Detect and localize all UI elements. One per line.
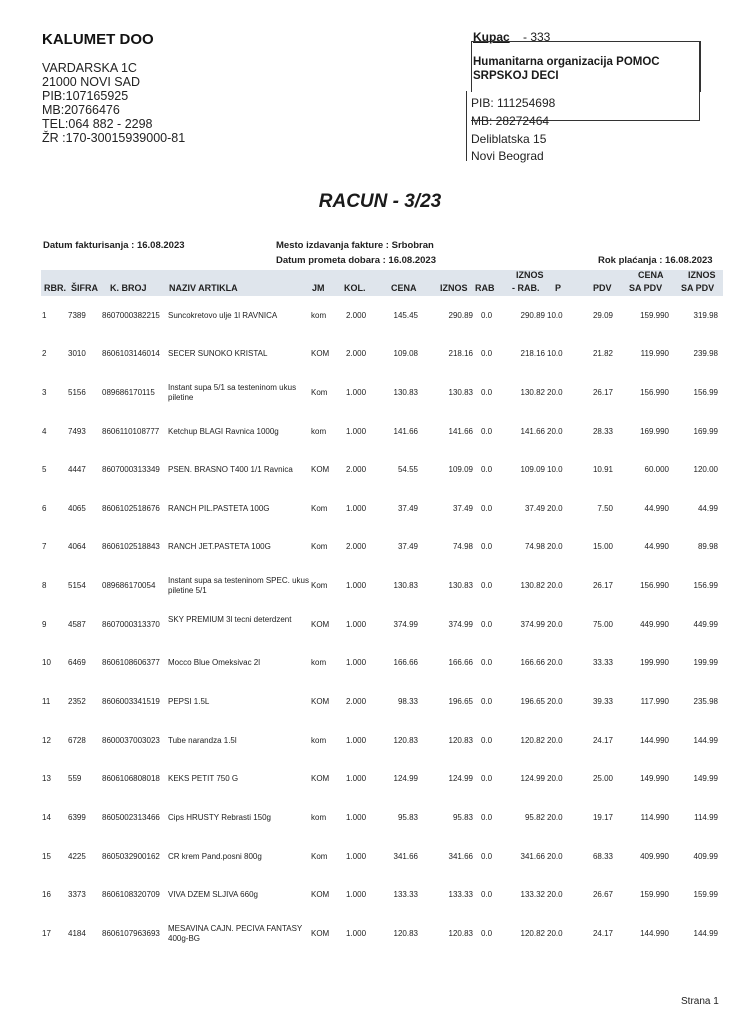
- cell-naziv: Instant supa sa testeninom SPEC. ukus piletine 5/1: [168, 576, 309, 595]
- cell-naziv: Tube narandza 1.5l: [168, 736, 237, 745]
- cell-pdv: 21.82: [592, 349, 613, 358]
- cell-rab: 0.0: [481, 736, 493, 745]
- cell-kbroj: 8605002313466: [102, 813, 160, 822]
- cell-iznos-rab: 290.89: [520, 311, 545, 320]
- cell-cena: 120.83: [393, 929, 418, 938]
- cell-rab: 0.0: [481, 697, 493, 706]
- cell-jm: KOM: [311, 929, 330, 938]
- buyer-number: - 333: [523, 30, 551, 44]
- cell-kbroj: 8606110108777: [102, 427, 160, 436]
- cell-rbr: 6: [42, 504, 47, 513]
- cell-cena-pdv: 409.990: [640, 852, 669, 861]
- seller-mb: MB:20766476: [42, 103, 120, 117]
- seller-phone: TEL:064 882 - 2298: [42, 117, 153, 131]
- cell-rbr: 16: [42, 890, 51, 899]
- cell-rbr: 8: [42, 581, 47, 590]
- cell-cena: 98.33: [397, 697, 418, 706]
- cell-kbroj: 8607000382215: [102, 311, 160, 320]
- col-rbr: RBR.: [44, 283, 66, 293]
- cell-p: 20.0: [547, 890, 563, 899]
- cell-jm: KOM: [311, 697, 330, 706]
- cell-sifra: 6399: [68, 813, 86, 822]
- col-p: P: [555, 283, 562, 293]
- cell-cena-pdv: 144.990: [640, 736, 669, 745]
- col-rab: RAB: [475, 283, 495, 293]
- cell-cena-pdv: 149.990: [640, 774, 669, 783]
- cell-rab: 0.0: [481, 774, 493, 783]
- cell-kol: 2.000: [346, 349, 367, 358]
- col-jm: JM: [312, 283, 325, 293]
- cell-rbr: 2: [42, 349, 47, 358]
- cell-iznos: 120.83: [448, 736, 473, 745]
- cell-sifra: 3010: [68, 349, 86, 358]
- cell-naziv: Suncokretovo ulje 1l RAVNICA: [168, 311, 278, 320]
- buyer-address: Deliblatska 15: [471, 132, 547, 146]
- cell-jm: Kom: [311, 388, 328, 397]
- cell-rbr: 5: [42, 465, 47, 474]
- cell-rbr: 9: [42, 620, 47, 629]
- cell-rbr: 3: [42, 388, 47, 397]
- cell-kol: 2.000: [346, 697, 367, 706]
- invoice-title: RACUN - 3/23: [318, 191, 442, 212]
- cell-pdv: 10.91: [592, 465, 613, 474]
- cell-iznos: 130.83: [448, 581, 473, 590]
- cell-iznos: 196.65: [448, 697, 473, 706]
- buyer-frame-side: [699, 41, 700, 120]
- col-cena-pdv-sub: SA PDV: [629, 283, 663, 293]
- cell-naziv: KEKS PETIT 750 G: [168, 774, 239, 783]
- cell-kol: 1.000: [346, 504, 367, 513]
- cell-pdv: 75.00: [592, 620, 613, 629]
- cell-pdv: 26.67: [592, 890, 613, 899]
- cell-iznos: 124.99: [448, 774, 473, 783]
- cell-iznos-rab: 196.65: [520, 697, 545, 706]
- cell-rbr: 17: [42, 929, 51, 938]
- cell-sifra: 559: [68, 774, 82, 783]
- cell-kbroj: 8606102518676: [102, 504, 160, 513]
- cell-naziv: SKY PREMIUM 3l tecni deterdzent: [168, 615, 292, 624]
- cell-iznos-rab: 120.82: [520, 736, 545, 745]
- cell-iznos-rab: 374.99: [520, 620, 545, 629]
- cell-p: 10.0: [547, 465, 563, 474]
- cell-kbroj: 8606106808018: [102, 774, 160, 783]
- seller-pib: PIB:107165925: [42, 89, 129, 103]
- cell-iznos-pdv: 319.98: [693, 311, 718, 320]
- cell-kol: 1.000: [346, 388, 367, 397]
- cell-iznos-rab: 341.66: [520, 852, 545, 861]
- cell-cena: 374.99: [393, 620, 418, 629]
- cell-kol: 2.000: [346, 311, 367, 320]
- buyer-label: Kupac: [473, 30, 510, 44]
- cell-sifra: 4225: [68, 852, 86, 861]
- cell-kol: 2.000: [346, 465, 367, 474]
- cell-iznos-rab: 124.99: [520, 774, 545, 783]
- cell-naziv: CR krem Pand.posni 800g: [168, 852, 262, 861]
- cell-p: 10.0: [547, 349, 563, 358]
- col-iznos-rab: IZNOS: [516, 270, 544, 280]
- cell-cena: 124.99: [393, 774, 418, 783]
- cell-cena-pdv: 144.990: [640, 929, 669, 938]
- cell-sifra: 3373: [68, 890, 86, 899]
- invoice-date: Datum fakturisanja : 16.08.2023: [43, 240, 185, 251]
- col-iznos-pdv: IZNOS: [688, 270, 716, 280]
- cell-p: 20.0: [547, 388, 563, 397]
- cell-rbr: 11: [42, 697, 51, 706]
- cell-rab: 0.0: [481, 504, 493, 513]
- cell-iznos: 109.09: [448, 465, 473, 474]
- seller-info: [42, 31, 185, 145]
- cell-sifra: 4184: [68, 929, 86, 938]
- cell-cena-pdv: 159.990: [640, 311, 669, 320]
- cell-rab: 0.0: [481, 311, 493, 320]
- cell-kol: 1.000: [346, 581, 367, 590]
- seller-name: KALUMET DOO: [42, 31, 154, 48]
- cell-cena: 145.45: [393, 311, 418, 320]
- cell-pdv: 28.33: [592, 427, 613, 436]
- cell-naziv: MESAVINA CAJN. PECIVA FANTASY 400g-BG: [168, 924, 303, 943]
- col-kbroj: K. BROJ: [110, 283, 147, 293]
- col-pdv: PDV: [593, 283, 612, 293]
- seller-address: VARDARSKA 1C: [42, 61, 137, 75]
- cell-iznos-pdv: 159.99: [693, 890, 718, 899]
- cell-jm: kom: [311, 658, 327, 667]
- cell-jm: kom: [311, 311, 327, 320]
- cell-kol: 1.000: [346, 620, 367, 629]
- cell-rbr: 10: [42, 658, 51, 667]
- cell-kbroj: 089686170115: [102, 388, 155, 397]
- due-date: Rok plaćanja : 16.08.2023: [598, 255, 713, 266]
- cell-rbr: 13: [42, 774, 51, 783]
- cell-kol: 1.000: [346, 852, 367, 861]
- cell-cena-pdv: 156.990: [640, 581, 669, 590]
- cell-sifra: 4065: [68, 504, 86, 513]
- page-number: Strana 1: [681, 996, 719, 1007]
- cell-rab: 0.0: [481, 813, 493, 822]
- cell-p: 20.0: [547, 813, 563, 822]
- cell-jm: kom: [311, 736, 327, 745]
- cell-p: 20.0: [547, 852, 563, 861]
- cell-pdv: 7.50: [597, 504, 613, 513]
- cell-cena: 141.66: [393, 427, 418, 436]
- cell-p: 20.0: [547, 427, 563, 436]
- cell-jm: KOM: [311, 349, 330, 358]
- col-kol: KOL.: [344, 283, 366, 293]
- buyer-mb: MB: 28272464: [471, 114, 550, 128]
- cell-rbr: 1: [42, 311, 47, 320]
- cell-iznos-rab: 141.66: [520, 427, 545, 436]
- cell-pdv: 26.17: [592, 581, 613, 590]
- cell-kbroj: 8605032900162: [102, 852, 160, 861]
- cell-cena-pdv: 119.990: [640, 349, 669, 358]
- cell-pdv: 24.17: [592, 929, 613, 938]
- cell-sifra: 5154: [68, 581, 86, 590]
- cell-pdv: 26.17: [592, 388, 613, 397]
- cell-p: 20.0: [547, 542, 563, 551]
- cell-iznos: 374.99: [448, 620, 473, 629]
- cell-sifra: 6728: [68, 736, 86, 745]
- cell-rab: 0.0: [481, 658, 493, 667]
- cell-sifra: 6469: [68, 658, 86, 667]
- cell-kbroj: 8606108320709: [102, 890, 160, 899]
- cell-kbroj: 8606003341519: [102, 697, 160, 706]
- cell-iznos: 218.16: [448, 349, 473, 358]
- cell-rab: 0.0: [481, 852, 493, 861]
- buyer-pib: PIB: 111254698: [471, 96, 556, 110]
- cell-iznos: 130.83: [448, 388, 473, 397]
- cell-naziv: Cips HRUSTY Rebrasti 150g: [168, 813, 272, 822]
- cell-rab: 0.0: [481, 581, 493, 590]
- cell-iznos-rab: 166.66: [520, 658, 545, 667]
- cell-cena: 130.83: [393, 388, 418, 397]
- cell-iznos-pdv: 149.99: [693, 774, 718, 783]
- cell-cena-pdv: 60.000: [644, 465, 669, 474]
- cell-p: 20.0: [547, 697, 563, 706]
- cell-naziv: RANCH JET.PASTETA 100G: [168, 542, 271, 551]
- cell-sifra: 4064: [68, 542, 86, 551]
- cell-cena: 166.66: [393, 658, 418, 667]
- cell-jm: Kom: [311, 581, 328, 590]
- cell-naziv: PEPSI 1.5L: [168, 697, 210, 706]
- col-iznos-pdv-sub: SA PDV: [681, 283, 715, 293]
- cell-kbroj: 8607000313370: [102, 620, 160, 629]
- cell-jm: kom: [311, 813, 327, 822]
- cell-kbroj: 8600037003023: [102, 736, 160, 745]
- cell-kbroj: 8606108606377: [102, 658, 160, 667]
- cell-iznos-rab: 95.82: [524, 813, 545, 822]
- cell-naziv: Ketchup BLAGI Ravnica 1000g: [168, 427, 279, 436]
- cell-jm: KOM: [311, 620, 330, 629]
- cell-p: 20.0: [547, 504, 563, 513]
- cell-p: 20.0: [547, 774, 563, 783]
- cell-iznos-pdv: 144.99: [693, 736, 718, 745]
- cell-jm: KOM: [311, 890, 330, 899]
- cell-cena-pdv: 44.990: [644, 542, 669, 551]
- cell-cena-pdv: 114.990: [640, 813, 669, 822]
- cell-jm: kom: [311, 427, 327, 436]
- col-cena-pdv: CENA: [638, 270, 664, 280]
- buyer-frame-left: [466, 91, 467, 161]
- cell-naziv: Mocco Blue Omeksivac 2l: [168, 658, 261, 667]
- cell-iznos-pdv: 120.00: [693, 465, 718, 474]
- cell-iznos-pdv: 156.99: [693, 388, 718, 397]
- cell-rbr: 15: [42, 852, 51, 861]
- cell-kol: 1.000: [346, 929, 367, 938]
- cell-iznos-pdv: 169.99: [693, 427, 718, 436]
- cell-kol: 1.000: [346, 427, 367, 436]
- cell-iznos-pdv: 144.99: [693, 929, 718, 938]
- cell-kol: 1.000: [346, 774, 367, 783]
- col-cena: CENA: [391, 283, 417, 293]
- cell-sifra: 4587: [68, 620, 86, 629]
- cell-rbr: 4: [42, 427, 47, 436]
- col-naziv: NAZIV ARTIKLA: [169, 283, 238, 293]
- cell-sifra: 4447: [68, 465, 86, 474]
- cell-cena: 109.08: [393, 349, 418, 358]
- cell-rab: 0.0: [481, 465, 493, 474]
- cell-kbroj: 089686170054: [102, 581, 156, 590]
- cell-jm: Kom: [311, 542, 328, 551]
- cell-iznos-pdv: 409.99: [693, 852, 718, 861]
- cell-iznos-pdv: 239.98: [693, 349, 718, 358]
- cell-rab: 0.0: [481, 542, 493, 551]
- seller-account: ŽR :170-30015939000-81: [42, 131, 186, 145]
- buyer-name: Humanitarna organizacija POMOC SRPSKOJ DECI: [473, 56, 660, 82]
- cell-iznos-pdv: 156.99: [693, 581, 718, 590]
- cell-cena-pdv: 44.990: [644, 504, 669, 513]
- cell-cena-pdv: 169.990: [640, 427, 669, 436]
- cell-iznos: 95.83: [452, 813, 473, 822]
- cell-cena: 130.83: [393, 581, 418, 590]
- cell-cena-pdv: 159.990: [640, 890, 669, 899]
- col-iznos-rab-sub: - RAB.: [512, 283, 540, 293]
- cell-pdv: 25.00: [592, 774, 613, 783]
- cell-sifra: 2352: [68, 697, 86, 706]
- cell-rab: 0.0: [481, 620, 493, 629]
- cell-iznos-rab: 130.82: [520, 388, 545, 397]
- cell-pdv: 68.33: [592, 852, 613, 861]
- cell-kol: 1.000: [346, 890, 367, 899]
- cell-pdv: 19.17: [592, 813, 613, 822]
- cell-iznos-rab: 133.32: [520, 890, 545, 899]
- cell-naziv: SECER SUNOKO KRISTAL: [168, 349, 268, 358]
- cell-kbroj: 8606107963693: [102, 929, 160, 938]
- cell-iznos: 341.66: [448, 852, 473, 861]
- cell-iznos-rab: 37.49: [524, 504, 545, 513]
- cell-iznos: 133.33: [448, 890, 473, 899]
- cell-jm: Kom: [311, 852, 328, 861]
- cell-iznos: 74.98: [452, 542, 473, 551]
- cell-iznos: 37.49: [452, 504, 473, 513]
- cell-kbroj: 8606102518843: [102, 542, 160, 551]
- cell-cena: 95.83: [397, 813, 418, 822]
- cell-cena: 37.49: [397, 504, 418, 513]
- cell-sifra: 5156: [68, 388, 86, 397]
- cell-iznos-rab: 109.09: [520, 465, 545, 474]
- seller-city: 21000 NOVI SAD: [42, 75, 140, 89]
- cell-rab: 0.0: [481, 427, 493, 436]
- cell-iznos-pdv: 449.99: [693, 620, 718, 629]
- cell-iznos-pdv: 89.98: [697, 542, 718, 551]
- cell-p: 20.0: [547, 736, 563, 745]
- cell-rab: 0.0: [481, 890, 493, 899]
- cell-naziv: VIVA DZEM SLJIVA 660g: [168, 890, 258, 899]
- cell-rab: 0.0: [481, 349, 493, 358]
- cell-pdv: 29.09: [592, 311, 613, 320]
- cell-cena: 341.66: [393, 852, 418, 861]
- cell-iznos: 290.89: [448, 311, 473, 320]
- cell-kol: 1.000: [346, 813, 367, 822]
- col-sifra: ŠIFRA: [71, 283, 98, 293]
- cell-jm: KOM: [311, 774, 330, 783]
- cell-pdv: 33.33: [592, 658, 613, 667]
- cell-kol: 1.000: [346, 658, 367, 667]
- cell-iznos-rab: 218.16: [520, 349, 545, 358]
- cell-cena: 37.49: [397, 542, 418, 551]
- cell-rab: 0.0: [481, 388, 493, 397]
- delivery-date: Datum prometa dobara : 16.08.2023: [276, 255, 436, 266]
- cell-naziv: Instant supa 5/1 sa testeninom ukus piletine: [168, 383, 297, 402]
- cell-cena-pdv: 156.990: [640, 388, 669, 397]
- cell-cena-pdv: 449.990: [640, 620, 669, 629]
- cell-iznos-pdv: 235.98: [693, 697, 718, 706]
- cell-cena: 133.33: [393, 890, 418, 899]
- cell-iznos-rab: 120.82: [520, 929, 545, 938]
- cell-kol: 1.000: [346, 736, 367, 745]
- cell-pdv: 39.33: [592, 697, 613, 706]
- cell-kbroj: 8606103146014: [102, 349, 160, 358]
- cell-pdv: 15.00: [592, 542, 613, 551]
- cell-kbroj: 8607000313349: [102, 465, 160, 474]
- cell-cena-pdv: 117.990: [640, 697, 669, 706]
- cell-p: 20.0: [547, 658, 563, 667]
- cell-iznos: 120.83: [448, 929, 473, 938]
- cell-iznos-rab: 74.98: [524, 542, 545, 551]
- cell-naziv: PSEN. BRASNO T400 1/1 Ravnica: [168, 465, 293, 474]
- cell-p: 20.0: [547, 929, 563, 938]
- cell-p: 20.0: [547, 620, 563, 629]
- cell-naziv: RANCH PIL.PASTETA 100G: [168, 504, 270, 513]
- cell-cena-pdv: 199.990: [640, 658, 669, 667]
- cell-rbr: 7: [42, 542, 47, 551]
- cell-pdv: 24.17: [592, 736, 613, 745]
- cell-cena: 120.83: [393, 736, 418, 745]
- col-iznos: IZNOS: [440, 283, 468, 293]
- cell-p: 20.0: [547, 581, 563, 590]
- cell-sifra: 7389: [68, 311, 86, 320]
- cell-rab: 0.0: [481, 929, 493, 938]
- cell-iznos-pdv: 199.99: [693, 658, 718, 667]
- cell-kol: 2.000: [346, 542, 367, 551]
- cell-iznos-pdv: 114.99: [694, 813, 718, 822]
- cell-cena: 54.55: [397, 465, 418, 474]
- issue-place: Mesto izdavanja fakture : Srbobran: [276, 240, 434, 251]
- cell-rbr: 12: [42, 736, 51, 745]
- buyer-city: Novi Beograd: [471, 149, 544, 163]
- cell-jm: Kom: [311, 504, 328, 513]
- cell-iznos-rab: 130.82: [520, 581, 545, 590]
- cell-iznos-pdv: 44.99: [697, 504, 718, 513]
- cell-p: 10.0: [547, 311, 563, 320]
- cell-jm: KOM: [311, 465, 330, 474]
- cell-iznos: 141.66: [448, 427, 473, 436]
- cell-rbr: 14: [42, 813, 51, 822]
- cell-sifra: 7493: [68, 427, 86, 436]
- cell-iznos: 166.66: [448, 658, 473, 667]
